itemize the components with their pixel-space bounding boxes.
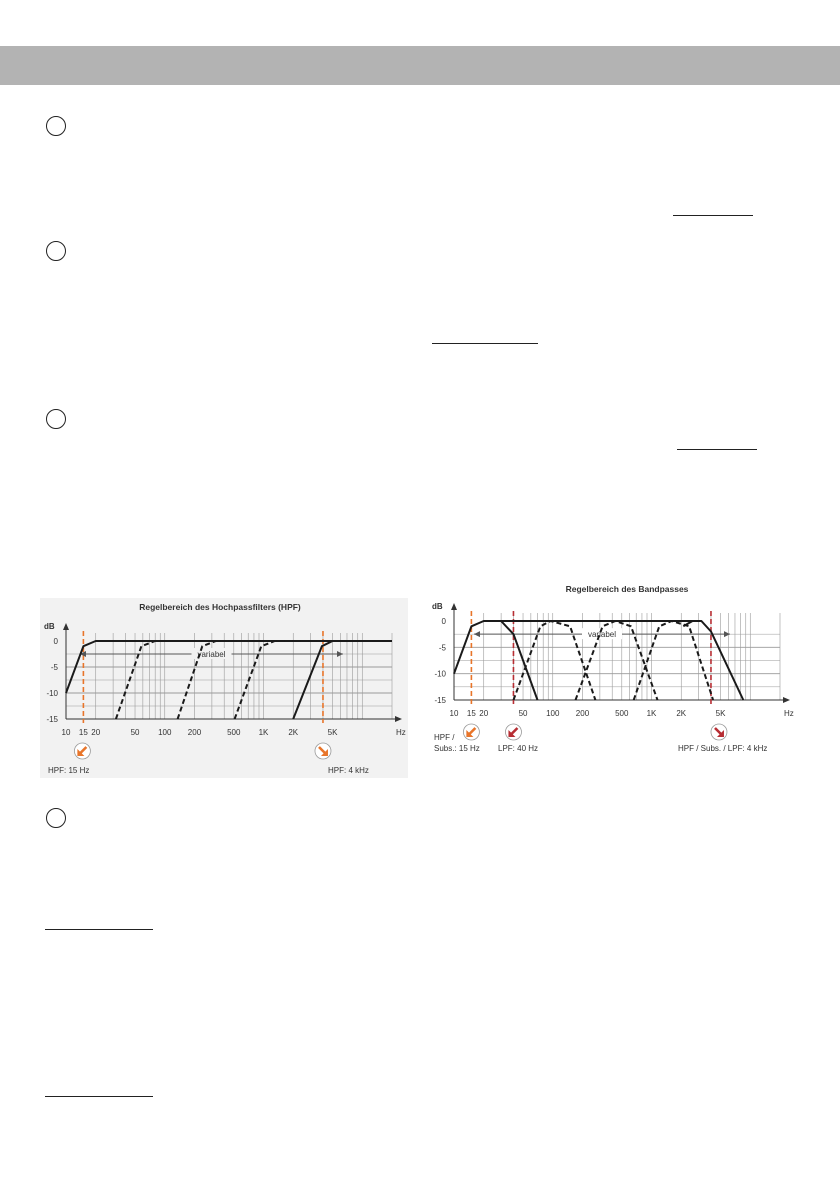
y-tick-label: 0 xyxy=(53,637,58,646)
step-marker-4 xyxy=(46,808,66,828)
chart-title: Regelbereich des Bandpasses xyxy=(565,584,689,594)
x-tick-label: 20 xyxy=(479,709,489,718)
x-tick-label: 50 xyxy=(518,709,528,718)
variabel-arrow-right xyxy=(724,631,730,637)
x-tick-label: 1K xyxy=(646,709,657,718)
marker-label: Subs.: 15 Hz xyxy=(434,744,480,753)
x-tick-label: 10 xyxy=(61,728,71,737)
marker-label: HPF: 4 kHz xyxy=(328,766,369,775)
y-tick-label: -15 xyxy=(46,715,58,724)
chart-svg xyxy=(40,598,408,778)
x-axis-arrow xyxy=(783,697,790,703)
x-axis-label: Hz xyxy=(396,728,406,737)
x-tick-label: 200 xyxy=(575,709,590,718)
x-axis-label: Hz xyxy=(784,709,794,718)
x-tick-label: 5K xyxy=(715,709,726,718)
marker-label: LPF: 40 Hz xyxy=(498,744,539,753)
marker-label: HPF: 15 Hz xyxy=(48,766,90,775)
x-tick-label: 15 xyxy=(78,728,88,737)
y-axis-label: dB xyxy=(432,602,443,611)
step-marker-2 xyxy=(46,241,66,261)
y-tick-label: 0 xyxy=(441,617,446,626)
y-tick-label: -5 xyxy=(50,663,58,672)
x-tick-label: 200 xyxy=(187,728,202,737)
y-axis-arrow xyxy=(451,603,457,610)
marker-label: HPF / xyxy=(434,733,455,742)
underline-mark xyxy=(45,929,153,930)
y-axis-label: dB xyxy=(44,622,55,631)
hpf-range-chart xyxy=(40,598,408,778)
variabel-label: variabel xyxy=(197,650,226,659)
y-tick-label: -10 xyxy=(46,689,58,698)
underline-mark xyxy=(677,449,757,450)
variabel-label: variabel xyxy=(587,630,617,640)
y-tick-label: -15 xyxy=(434,696,446,705)
x-tick-label: 100 xyxy=(158,728,172,737)
x-tick-label: 1K xyxy=(258,728,269,737)
step-marker-3 xyxy=(46,409,66,429)
x-tick-label: 10 xyxy=(449,709,459,718)
x-tick-label: 20 xyxy=(91,728,101,737)
step-marker-1 xyxy=(46,116,66,136)
x-tick-label: 2K xyxy=(676,709,687,718)
marker-label: HPF / Subs. / LPF: 4 kHz xyxy=(678,744,768,753)
variabel-arrow-left xyxy=(474,631,480,637)
chart-svg xyxy=(430,580,802,758)
x-tick-label: 15 xyxy=(466,709,476,718)
x-tick-label: 5K xyxy=(327,728,338,737)
underline-mark xyxy=(45,1096,153,1097)
x-tick-label: 2K xyxy=(288,728,299,737)
x-tick-label: 500 xyxy=(615,709,629,718)
y-tick-label: -5 xyxy=(438,643,446,653)
x-tick-label: 500 xyxy=(227,728,241,737)
x-tick-label: 100 xyxy=(546,709,560,718)
section-header-bar xyxy=(0,46,840,85)
x-tick-label: 50 xyxy=(130,728,140,737)
chart-title: Regelbereich des Hochpassfilters (HPF) xyxy=(139,602,301,612)
underline-mark xyxy=(432,343,538,344)
y-tick-label: -10 xyxy=(434,669,446,679)
underline-mark xyxy=(673,215,753,216)
bandpass-range-chart xyxy=(430,580,802,758)
